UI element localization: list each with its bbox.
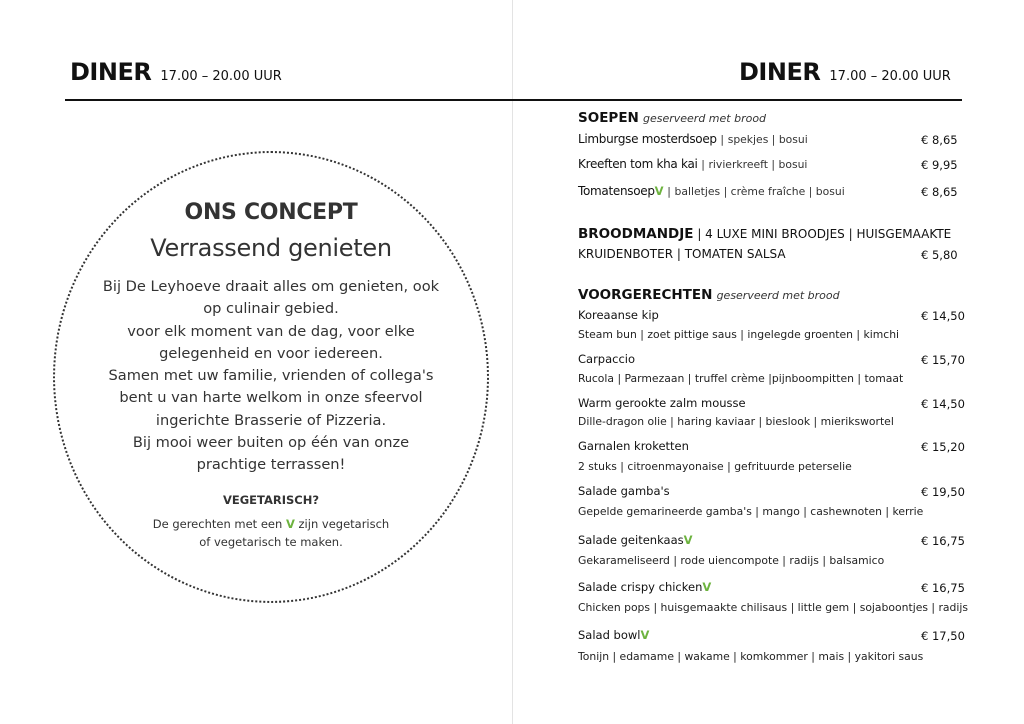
- vegetarian-mark-icon: V: [683, 533, 693, 547]
- menu-item-name: Koreaanse kip: [578, 308, 659, 322]
- menu-item-price: € 15,20: [921, 440, 965, 454]
- menu-item: Limburgse mosterdsoep | spekjes | bosui: [578, 132, 808, 146]
- vegetarian-mark-icon: V: [285, 517, 295, 531]
- broodmandje-line1: [578, 226, 951, 242]
- menu-item: [578, 628, 964, 642]
- section-voorgerechten-note: geserveerd met brood: [716, 289, 840, 302]
- header-left-title: DINER: [70, 58, 152, 86]
- header-rule: [65, 99, 962, 101]
- menu-item-desc: Steam bun | zoet pittige saus | ingelegde groenten | kimchi: [578, 328, 900, 341]
- menu-item-name: Salade crispy chicken: [578, 580, 703, 594]
- broodmandje-price: € 5,80: [921, 248, 958, 262]
- vegetarian-mark-icon: V: [640, 628, 650, 642]
- menu-item: TomatensoepV | balletjes | crème fraîche | bosui: [578, 184, 845, 198]
- broodmandje-desc-2: KRUIDENBOTER | TOMATEN SALSA: [578, 247, 786, 261]
- menu-item-price: € 16,75: [921, 581, 965, 595]
- veg-note-text-c: of vegetarisch te maken.: [199, 535, 343, 549]
- header-left: [70, 58, 282, 86]
- concept-line: Samen met uw familie, vrienden of collega's: [108, 367, 434, 385]
- menu-item-name: Tomatensoep: [578, 184, 655, 198]
- menu-item-price: € 8,65: [921, 133, 958, 147]
- menu-item-desc: 2 stuks | citroenmayonaise | gefrituurde peterselie: [578, 460, 852, 473]
- menu-item-desc: Dille-dragon olie | haring kaviaar | bieslook | mierikswortel: [578, 415, 894, 428]
- concept-line: prachtige terrassen!: [196, 456, 346, 474]
- menu-item-price: € 8,65: [921, 185, 958, 199]
- menu-item-name: Warm gerookte zalm mousse: [578, 396, 746, 410]
- menu-item-price: € 15,70: [921, 353, 965, 367]
- section-voorgerechten-title: VOORGERECHTEN: [578, 287, 713, 303]
- concept-line: Bij De Leyhoeve draait alles om genieten, ook: [102, 278, 440, 295]
- section-soepen-note: geserveerd met brood: [642, 112, 767, 125]
- menu-item-name: Garnalen kroketten: [578, 439, 689, 453]
- header-right-title: DINER: [739, 58, 821, 86]
- menu-item-desc: spekjes | bosui: [727, 133, 808, 146]
- menu-item-desc: Tonijn | edamame | wakame | komkommer | mais | yakitori saus: [578, 650, 924, 663]
- vegetarian-note: [53, 515, 489, 551]
- menu-item-price: € 16,75: [921, 534, 965, 548]
- menu-item-desc: rivierkreeft | bosui: [708, 158, 808, 171]
- vegetarian-heading: VEGETARISCH?: [222, 493, 320, 507]
- menu-item: [578, 533, 964, 547]
- concept-line: op culinair gebied.: [203, 300, 339, 318]
- concept-title: ONS CONCEPT: [184, 200, 358, 225]
- section-soepen-header: [578, 110, 766, 126]
- menu-item-price: € 14,50: [921, 397, 965, 411]
- menu-item-price: € 9,95: [921, 158, 958, 172]
- menu-item-name: Salad bowl: [578, 628, 641, 642]
- menu-item-name: Salade geitenkaas: [578, 533, 684, 547]
- page-fold-divider: [512, 0, 513, 724]
- veg-note-text-b: zijn vegetarisch: [298, 517, 390, 531]
- concept-line: bent u van harte welkom in onze sfeervol: [119, 389, 423, 407]
- concept-line: gelegenheid en voor iedereen.: [159, 344, 383, 362]
- menu-item-desc: Gepelde gemarineerde gamba's | mango | cashewnoten | kerrie: [578, 505, 924, 518]
- header-left-time: 17.00 – 20.00 UUR: [160, 69, 282, 84]
- broodmandje-desc-1: | 4 LUXE MINI BROODJES | HUISGEMAAKTE: [697, 227, 952, 241]
- concept-line: ingerichte Brasserie of Pizzeria.: [155, 411, 387, 429]
- menu-item-price: € 19,50: [921, 485, 965, 499]
- menu-item-price: € 17,50: [921, 629, 965, 643]
- vegetarian-mark-icon: V: [702, 580, 712, 594]
- concept-subtitle: Verrassend genieten: [150, 234, 392, 262]
- menu-item-name: Salade gamba's: [578, 484, 670, 498]
- header-right-time: 17.00 – 20.00 UUR: [829, 69, 951, 84]
- veg-note-text-a: De gerechten met een: [152, 517, 283, 531]
- concept-line: Bij mooi weer buiten op één van onze: [132, 434, 410, 452]
- menu-item: [578, 580, 964, 594]
- concept-body: [53, 276, 489, 477]
- section-voorgerechten-header: [578, 287, 840, 303]
- menu-item-desc: balletjes | crème fraîche | bosui: [674, 185, 845, 198]
- section-soepen-title: SOEPEN: [578, 110, 639, 126]
- menu-item-desc: Rucola | Parmezaan | truffel crème |pijnboompitten | tomaat: [578, 372, 904, 385]
- menu-item-desc: Gekarameliseerd | rode uiencompote | radijs | balsamico: [578, 554, 885, 567]
- menu-item-name: Kreeften tom kha kai: [578, 157, 698, 171]
- menu-item: Kreeften tom kha kai | rivierkreeft | bosui: [578, 157, 808, 171]
- header-right: [739, 58, 951, 86]
- vegetarian-mark-icon: V: [654, 184, 664, 198]
- menu-item-desc: Chicken pops | huisgemaakte chilisaus | little gem | sojaboontjes | radijs: [578, 601, 968, 614]
- menu-item-name: Carpaccio: [578, 352, 636, 366]
- menu-item-price: € 14,50: [921, 309, 965, 323]
- concept-line: voor elk moment van de dag, voor elke: [127, 322, 415, 340]
- section-broodmandje-title: BROODMANDJE: [578, 226, 694, 242]
- menu-item-name: Limburgse mosterdsoep: [578, 132, 717, 146]
